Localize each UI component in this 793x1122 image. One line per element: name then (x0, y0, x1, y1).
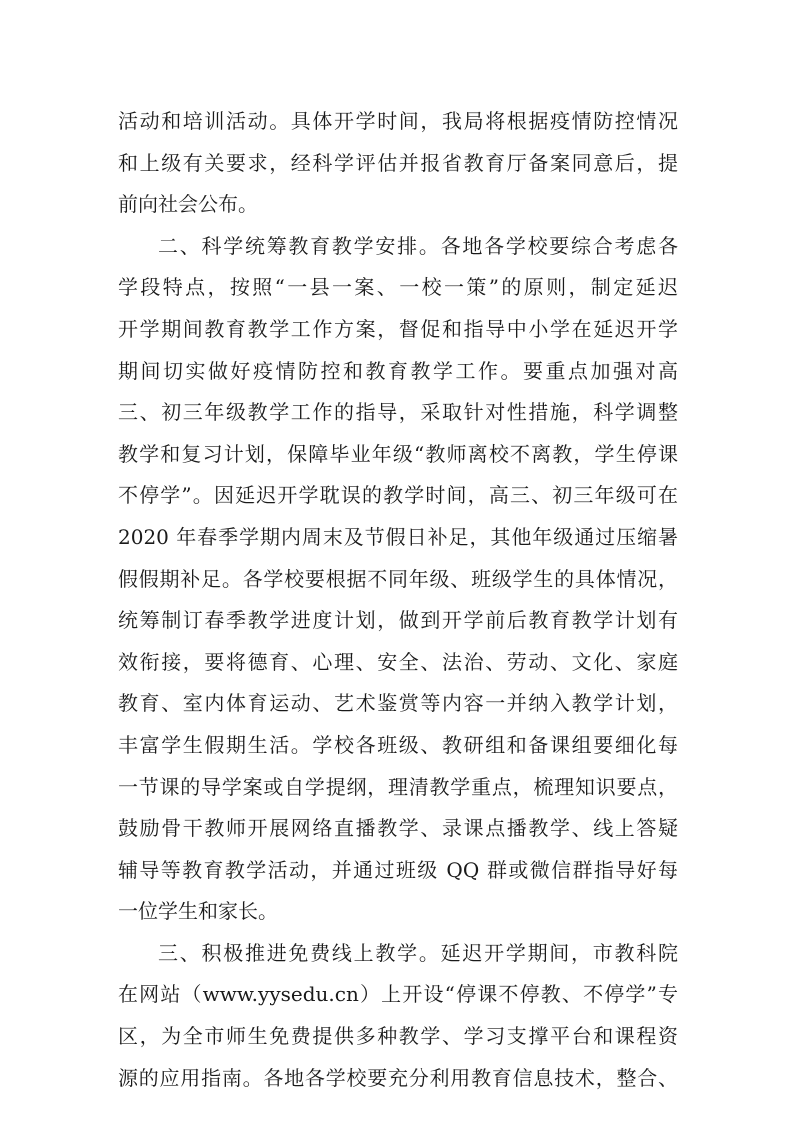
text-line: 丰富学生假期生活。学校各班级、教研组和备课组要细化每 (118, 732, 678, 757)
text-line: 三、初三年级教学工作的指导，采取针对性措施，科学调整 (118, 400, 678, 425)
text-line: 前向社会公布。 (118, 192, 258, 217)
text-line: 假假期补足。各学校要根据不同年级、班级学生的具体情况， (118, 566, 678, 591)
text-line: 二、科学统筹教育教学安排。各地各学校要综合考虑各 (158, 233, 678, 258)
text-line: 一位学生和家长。 (118, 899, 278, 924)
text-line: 开学期间教育教学工作方案，督促和指导中小学在延迟开学 (118, 316, 678, 341)
text-line: 活动和培训活动。具体开学时间，我局将根据疫情防控情况 (118, 109, 678, 133)
text-line: 教学和复习计划，保障毕业年级“教师离校不离教，学生停课 (118, 441, 678, 466)
text-line: 辅导等教育教学活动，并通过班级 QQ 群或微信群指导好每 (118, 857, 678, 882)
text-line: 区，为全市师生免费提供多种教学、学习支撑平台和课程资 (118, 1024, 678, 1049)
paragraph-3 (118, 933, 678, 1099)
paragraph-2 (118, 226, 678, 933)
text-line: 和上级有关要求，经科学评估并报省教育厅备案同意后，提 (118, 150, 678, 175)
text-line: 学段特点，按照“一县一案、一校一策”的原则，制定延迟 (118, 275, 678, 300)
text-line: 鼓励骨干教师开展网络直播教学、录课点播教学、线上答疑 (118, 816, 678, 841)
text-line: 三、积极推进免费线上教学。延迟开学期间，市教科院 (158, 940, 678, 965)
text-line: 效衔接，要将德育、心理、安全、法治、劳动、文化、家庭 (118, 649, 678, 674)
text-line: 在网站（www.yysedu.cn）上开设“停课不停教、不停学”专 (118, 982, 678, 1007)
text-line: 一节课的导学案或自学提纲，理清教学重点，梳理知识要点， (118, 774, 678, 799)
text-line: 统筹制订春季教学进度计划，做到开学前后教育教学计划有 (118, 608, 678, 633)
text-line: 源的应用指南。各地各学校要充分利用教育信息技术，整合、 (118, 1065, 678, 1090)
text-line: 不停学”。因延迟开学耽误的教学时间，高三、初三年级可在 (118, 483, 678, 508)
text-line: 2020 年春季学期内周末及节假日补足，其他年级通过压缩暑 (118, 524, 678, 549)
text-line: 期间切实做好疫情防控和教育教学工作。要重点加强对高 (118, 358, 678, 383)
document-body (118, 101, 678, 1099)
paragraph-1 (118, 101, 678, 226)
text-line: 教育、室内体育运动、艺术鉴赏等内容一并纳入教学计划， (118, 691, 678, 716)
